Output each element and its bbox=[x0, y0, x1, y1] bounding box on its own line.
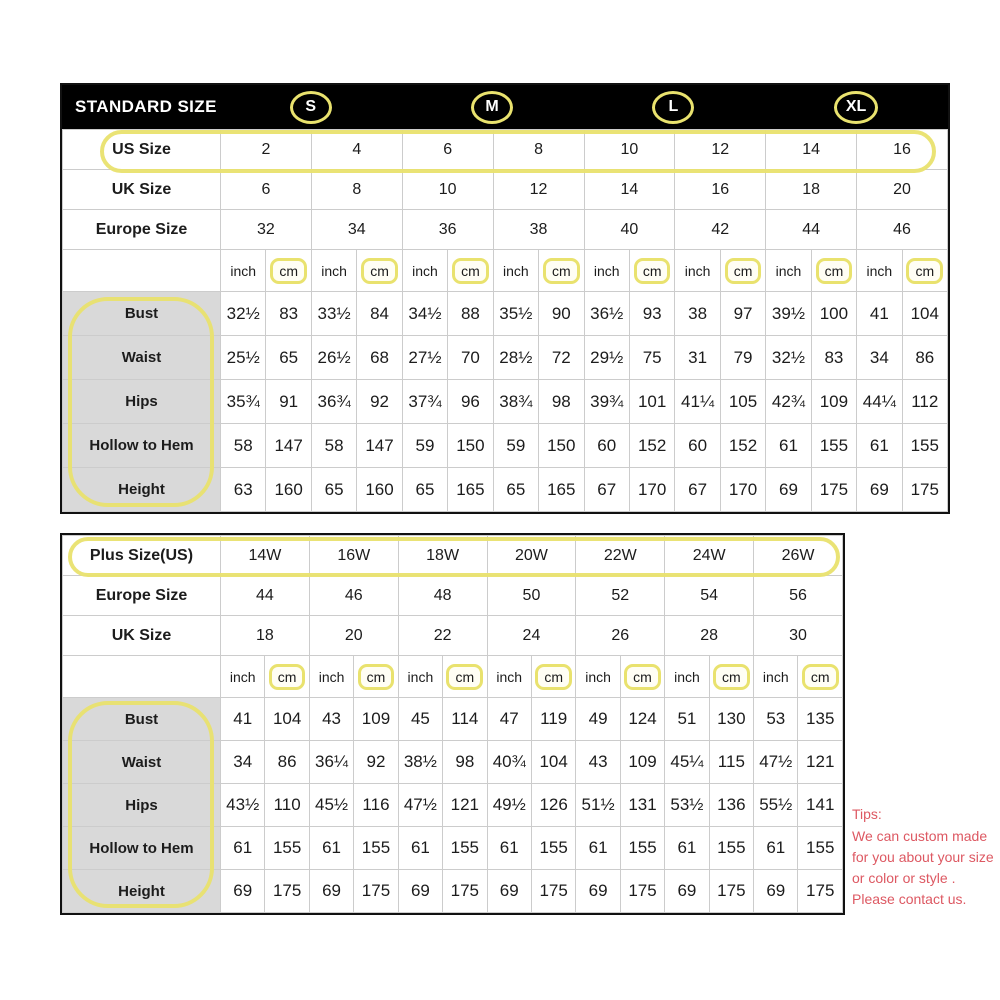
value-cm: 155 bbox=[902, 424, 947, 468]
size-badge-s-label: S bbox=[305, 98, 317, 115]
cm-unit-highlight: cm bbox=[358, 664, 395, 690]
unit-cm-cell bbox=[798, 656, 843, 698]
size-value: 40 bbox=[584, 210, 675, 250]
value-cm: 70 bbox=[448, 336, 493, 380]
value-inch: 39¾ bbox=[584, 380, 629, 424]
value-inch: 28½ bbox=[493, 336, 538, 380]
value-cm: 135 bbox=[798, 698, 843, 741]
value-cm: 155 bbox=[620, 827, 664, 870]
value-cm: 147 bbox=[357, 424, 402, 468]
size-value: 44 bbox=[766, 210, 857, 250]
value-cm: 175 bbox=[811, 468, 856, 512]
size-value: 56 bbox=[754, 576, 843, 616]
value-inch: 63 bbox=[221, 468, 266, 512]
size-value: 52 bbox=[576, 576, 665, 616]
size-badge-xl-label: XL bbox=[845, 98, 867, 115]
size-value: 20 bbox=[309, 616, 398, 656]
unit-cm-cell bbox=[902, 250, 947, 292]
value-inch: 26½ bbox=[311, 336, 356, 380]
value-cm: 98 bbox=[539, 380, 584, 424]
row-height bbox=[63, 870, 843, 913]
value-inch: 61 bbox=[398, 827, 442, 870]
value-cm: 72 bbox=[539, 336, 584, 380]
size-value: 14 bbox=[766, 130, 857, 170]
value-inch: 53 bbox=[754, 698, 798, 741]
tips-line: for you about your size bbox=[852, 849, 994, 865]
value-inch: 44¼ bbox=[857, 380, 902, 424]
value-cm: 126 bbox=[531, 784, 575, 827]
value-cm: 155 bbox=[265, 827, 309, 870]
row-label-bust: Bust bbox=[63, 698, 221, 741]
unit-cm-cell bbox=[629, 250, 674, 292]
value-inch: 69 bbox=[398, 870, 442, 913]
cm-unit-highlight: cm bbox=[270, 258, 307, 284]
value-cm: 160 bbox=[266, 468, 311, 512]
value-cm: 104 bbox=[265, 698, 309, 741]
value-inch: 61 bbox=[754, 827, 798, 870]
value-inch: 32½ bbox=[221, 292, 266, 336]
value-inch: 37¾ bbox=[402, 380, 447, 424]
value-cm: 109 bbox=[354, 698, 398, 741]
size-value: 12 bbox=[493, 170, 584, 210]
size-value: 22 bbox=[398, 616, 487, 656]
cm-unit-highlight: cm bbox=[446, 664, 483, 690]
size-value: 20 bbox=[857, 170, 948, 210]
standard-size-table bbox=[60, 83, 950, 514]
value-cm: 130 bbox=[709, 698, 753, 741]
row-label-hollow-to-hem: Hollow to Hem bbox=[63, 827, 221, 870]
size-badge-m bbox=[471, 91, 513, 124]
value-inch: 69 bbox=[309, 870, 353, 913]
value-inch: 61 bbox=[857, 424, 902, 468]
value-inch: 38¾ bbox=[493, 380, 538, 424]
unit-inch-cell: inch bbox=[221, 656, 265, 698]
cm-unit-highlight: cm bbox=[452, 258, 489, 284]
value-cm: 92 bbox=[354, 741, 398, 784]
standard-size-header bbox=[62, 85, 948, 129]
value-cm: 170 bbox=[720, 468, 765, 512]
value-cm: 165 bbox=[539, 468, 584, 512]
cm-unit-highlight: cm bbox=[725, 258, 762, 284]
unit-inch-cell: inch bbox=[311, 250, 356, 292]
row-height bbox=[63, 468, 948, 512]
value-cm: 105 bbox=[720, 380, 765, 424]
value-inch: 49½ bbox=[487, 784, 531, 827]
size-value: 46 bbox=[309, 576, 398, 616]
value-inch: 27½ bbox=[402, 336, 447, 380]
value-cm: 84 bbox=[357, 292, 402, 336]
size-value: 8 bbox=[311, 170, 402, 210]
value-inch: 60 bbox=[675, 424, 720, 468]
unit-inch-cell: inch bbox=[309, 656, 353, 698]
unit-inch-cell: inch bbox=[754, 656, 798, 698]
unit-cm-cell bbox=[531, 656, 575, 698]
value-inch: 43½ bbox=[221, 784, 265, 827]
size-value: 22W bbox=[576, 536, 665, 576]
row-label-europe-size: Europe Size bbox=[63, 576, 221, 616]
row-europe-size bbox=[63, 210, 948, 250]
value-cm: 155 bbox=[811, 424, 856, 468]
row-label-hips: Hips bbox=[63, 380, 221, 424]
value-cm: 104 bbox=[902, 292, 947, 336]
value-inch: 69 bbox=[221, 870, 265, 913]
row-us-size bbox=[63, 130, 948, 170]
size-badge-s bbox=[290, 91, 332, 124]
value-inch: 33½ bbox=[311, 292, 356, 336]
value-cm: 152 bbox=[720, 424, 765, 468]
unit-inch-cell: inch bbox=[665, 656, 709, 698]
row-hips bbox=[63, 380, 948, 424]
cm-unit-highlight: cm bbox=[535, 664, 572, 690]
value-cm: 175 bbox=[531, 870, 575, 913]
value-inch: 36¾ bbox=[311, 380, 356, 424]
size-value: 8 bbox=[493, 130, 584, 170]
value-cm: 114 bbox=[443, 698, 487, 741]
size-value: 24W bbox=[665, 536, 754, 576]
value-cm: 155 bbox=[709, 827, 753, 870]
row-label-waist: Waist bbox=[63, 336, 221, 380]
size-value: 34 bbox=[311, 210, 402, 250]
value-inch: 43 bbox=[576, 741, 620, 784]
value-inch: 35½ bbox=[493, 292, 538, 336]
value-inch: 61 bbox=[766, 424, 811, 468]
size-value: 10 bbox=[402, 170, 493, 210]
unit-inch-cell: inch bbox=[487, 656, 531, 698]
value-inch: 38 bbox=[675, 292, 720, 336]
value-inch: 34 bbox=[221, 741, 265, 784]
value-inch: 55½ bbox=[754, 784, 798, 827]
value-cm: 152 bbox=[629, 424, 674, 468]
unit-inch-cell: inch bbox=[766, 250, 811, 292]
value-cm: 116 bbox=[354, 784, 398, 827]
value-cm: 150 bbox=[448, 424, 493, 468]
standard-size-grid bbox=[62, 129, 948, 512]
size-value: 24 bbox=[487, 616, 576, 656]
row-label-units bbox=[63, 250, 221, 292]
size-value: 46 bbox=[857, 210, 948, 250]
size-badge-l-label: L bbox=[668, 98, 679, 115]
value-inch: 53½ bbox=[665, 784, 709, 827]
size-value: 26 bbox=[576, 616, 665, 656]
value-cm: 83 bbox=[811, 336, 856, 380]
value-cm: 90 bbox=[539, 292, 584, 336]
value-inch: 25½ bbox=[221, 336, 266, 380]
row-waist bbox=[63, 336, 948, 380]
size-value: 12 bbox=[675, 130, 766, 170]
value-inch: 29½ bbox=[584, 336, 629, 380]
value-cm: 175 bbox=[443, 870, 487, 913]
value-cm: 175 bbox=[798, 870, 843, 913]
value-cm: 88 bbox=[448, 292, 493, 336]
unit-inch-cell: inch bbox=[221, 250, 266, 292]
value-cm: 97 bbox=[720, 292, 765, 336]
size-badge-l bbox=[652, 91, 694, 124]
unit-inch-cell: inch bbox=[398, 656, 442, 698]
unit-cm-cell bbox=[811, 250, 856, 292]
size-value: 16W bbox=[309, 536, 398, 576]
value-inch: 36½ bbox=[584, 292, 629, 336]
row-units bbox=[63, 656, 843, 698]
size-group-badges bbox=[220, 91, 948, 124]
unit-cm-cell bbox=[448, 250, 493, 292]
value-cm: 150 bbox=[539, 424, 584, 468]
value-inch: 65 bbox=[493, 468, 538, 512]
value-inch: 69 bbox=[576, 870, 620, 913]
value-inch: 32½ bbox=[766, 336, 811, 380]
value-inch: 47½ bbox=[754, 741, 798, 784]
size-value: 30 bbox=[754, 616, 843, 656]
unit-cm-cell bbox=[357, 250, 402, 292]
value-inch: 67 bbox=[584, 468, 629, 512]
value-cm: 109 bbox=[811, 380, 856, 424]
value-cm: 175 bbox=[902, 468, 947, 512]
value-inch: 65 bbox=[311, 468, 356, 512]
value-cm: 86 bbox=[265, 741, 309, 784]
value-cm: 101 bbox=[629, 380, 674, 424]
row-hollow-to-hem bbox=[63, 827, 843, 870]
size-value: 28 bbox=[665, 616, 754, 656]
unit-cm-cell bbox=[265, 656, 309, 698]
value-cm: 155 bbox=[531, 827, 575, 870]
size-value: 6 bbox=[402, 130, 493, 170]
value-cm: 131 bbox=[620, 784, 664, 827]
standard-size-title: STANDARD SIZE bbox=[75, 97, 217, 116]
value-inch: 43 bbox=[309, 698, 353, 741]
size-value: 2 bbox=[221, 130, 312, 170]
unit-cm-cell bbox=[266, 250, 311, 292]
value-inch: 42¾ bbox=[766, 380, 811, 424]
value-inch: 41 bbox=[857, 292, 902, 336]
value-inch: 61 bbox=[576, 827, 620, 870]
value-inch: 61 bbox=[665, 827, 709, 870]
unit-inch-cell: inch bbox=[493, 250, 538, 292]
row-label-uk-size: UK Size bbox=[63, 616, 221, 656]
plus-size-grid bbox=[62, 535, 843, 913]
size-badge-m-label: M bbox=[485, 98, 499, 115]
row-waist bbox=[63, 741, 843, 784]
value-cm: 175 bbox=[709, 870, 753, 913]
value-cm: 121 bbox=[443, 784, 487, 827]
value-cm: 147 bbox=[266, 424, 311, 468]
value-cm: 175 bbox=[354, 870, 398, 913]
value-cm: 175 bbox=[265, 870, 309, 913]
plus-size-table bbox=[60, 533, 845, 915]
cm-unit-highlight: cm bbox=[816, 258, 853, 284]
value-inch: 69 bbox=[754, 870, 798, 913]
size-value: 54 bbox=[665, 576, 754, 616]
value-cm: 93 bbox=[629, 292, 674, 336]
size-value: 42 bbox=[675, 210, 766, 250]
value-cm: 112 bbox=[902, 380, 947, 424]
value-cm: 110 bbox=[265, 784, 309, 827]
row-hollow-to-hem bbox=[63, 424, 948, 468]
value-cm: 79 bbox=[720, 336, 765, 380]
value-inch: 31 bbox=[675, 336, 720, 380]
size-value: 14W bbox=[221, 536, 310, 576]
value-inch: 58 bbox=[221, 424, 266, 468]
size-value: 18W bbox=[398, 536, 487, 576]
value-inch: 60 bbox=[584, 424, 629, 468]
size-value: 6 bbox=[221, 170, 312, 210]
row-label-height: Height bbox=[63, 468, 221, 512]
row-hips bbox=[63, 784, 843, 827]
value-inch: 69 bbox=[665, 870, 709, 913]
value-inch: 45 bbox=[398, 698, 442, 741]
cm-unit-highlight: cm bbox=[802, 664, 839, 690]
value-inch: 45¼ bbox=[665, 741, 709, 784]
size-value: 32 bbox=[221, 210, 312, 250]
value-cm: 155 bbox=[798, 827, 843, 870]
size-value: 44 bbox=[221, 576, 310, 616]
size-value: 4 bbox=[311, 130, 402, 170]
cm-unit-highlight: cm bbox=[269, 664, 306, 690]
tips-line: or color or style . bbox=[852, 870, 956, 886]
value-inch: 34 bbox=[857, 336, 902, 380]
value-inch: 67 bbox=[675, 468, 720, 512]
cm-unit-highlight: cm bbox=[906, 258, 943, 284]
value-cm: 86 bbox=[902, 336, 947, 380]
value-inch: 45½ bbox=[309, 784, 353, 827]
row-label-us-size: US Size bbox=[63, 130, 221, 170]
unit-inch-cell: inch bbox=[584, 250, 629, 292]
unit-inch-cell: inch bbox=[576, 656, 620, 698]
value-cm: 155 bbox=[443, 827, 487, 870]
unit-inch-cell: inch bbox=[675, 250, 720, 292]
value-cm: 92 bbox=[357, 380, 402, 424]
value-cm: 98 bbox=[443, 741, 487, 784]
value-cm: 104 bbox=[531, 741, 575, 784]
value-inch: 47½ bbox=[398, 784, 442, 827]
size-value: 38 bbox=[493, 210, 584, 250]
size-badge-xl bbox=[834, 91, 878, 124]
value-cm: 115 bbox=[709, 741, 753, 784]
value-inch: 39½ bbox=[766, 292, 811, 336]
unit-cm-cell bbox=[354, 656, 398, 698]
value-inch: 69 bbox=[766, 468, 811, 512]
value-inch: 38½ bbox=[398, 741, 442, 784]
row-bust bbox=[63, 698, 843, 741]
value-inch: 41 bbox=[221, 698, 265, 741]
value-cm: 170 bbox=[629, 468, 674, 512]
value-cm: 75 bbox=[629, 336, 674, 380]
size-value: 18 bbox=[221, 616, 310, 656]
row-bust bbox=[63, 292, 948, 336]
value-inch: 36¼ bbox=[309, 741, 353, 784]
value-inch: 61 bbox=[487, 827, 531, 870]
value-cm: 109 bbox=[620, 741, 664, 784]
size-value: 48 bbox=[398, 576, 487, 616]
row-label-europe-size: Europe Size bbox=[63, 210, 221, 250]
unit-inch-cell: inch bbox=[857, 250, 902, 292]
value-inch: 58 bbox=[311, 424, 356, 468]
value-cm: 100 bbox=[811, 292, 856, 336]
row-label-hollow-to-hem: Hollow to Hem bbox=[63, 424, 221, 468]
value-cm: 141 bbox=[798, 784, 843, 827]
value-inch: 61 bbox=[221, 827, 265, 870]
value-inch: 51 bbox=[665, 698, 709, 741]
unit-cm-cell bbox=[720, 250, 765, 292]
cm-unit-highlight: cm bbox=[624, 664, 661, 690]
row-europe-size bbox=[63, 576, 843, 616]
value-inch: 40¾ bbox=[487, 741, 531, 784]
cm-unit-highlight: cm bbox=[543, 258, 580, 284]
value-inch: 51½ bbox=[576, 784, 620, 827]
size-value: 16 bbox=[857, 130, 948, 170]
value-cm: 165 bbox=[448, 468, 493, 512]
row-plus-size-us bbox=[63, 536, 843, 576]
row-units bbox=[63, 250, 948, 292]
size-value: 36 bbox=[402, 210, 493, 250]
value-cm: 96 bbox=[448, 380, 493, 424]
unit-cm-cell bbox=[620, 656, 664, 698]
tips-note bbox=[852, 804, 994, 910]
row-label-uk-size: UK Size bbox=[63, 170, 221, 210]
size-value: 20W bbox=[487, 536, 576, 576]
unit-cm-cell bbox=[539, 250, 584, 292]
value-inch: 61 bbox=[309, 827, 353, 870]
row-label-units bbox=[63, 656, 221, 698]
value-cm: 175 bbox=[620, 870, 664, 913]
value-cm: 91 bbox=[266, 380, 311, 424]
value-inch: 47 bbox=[487, 698, 531, 741]
value-inch: 65 bbox=[402, 468, 447, 512]
value-cm: 124 bbox=[620, 698, 664, 741]
row-label-bust: Bust bbox=[63, 292, 221, 336]
cm-unit-highlight: cm bbox=[361, 258, 398, 284]
value-cm: 160 bbox=[357, 468, 402, 512]
value-inch: 35¾ bbox=[221, 380, 266, 424]
value-inch: 49 bbox=[576, 698, 620, 741]
size-value: 18 bbox=[766, 170, 857, 210]
value-inch: 34½ bbox=[402, 292, 447, 336]
value-cm: 155 bbox=[354, 827, 398, 870]
unit-cm-cell bbox=[443, 656, 487, 698]
value-cm: 65 bbox=[266, 336, 311, 380]
tips-title: Tips: bbox=[852, 806, 882, 822]
size-value: 50 bbox=[487, 576, 576, 616]
value-inch: 59 bbox=[493, 424, 538, 468]
tips-line: Please contact us. bbox=[852, 891, 967, 907]
tips-line: We can custom made bbox=[852, 828, 988, 844]
value-cm: 68 bbox=[357, 336, 402, 380]
value-inch: 41¼ bbox=[675, 380, 720, 424]
row-label-plus-size-us: Plus Size(US) bbox=[63, 536, 221, 576]
unit-cm-cell bbox=[709, 656, 753, 698]
value-cm: 119 bbox=[531, 698, 575, 741]
unit-inch-cell: inch bbox=[402, 250, 447, 292]
value-cm: 83 bbox=[266, 292, 311, 336]
size-value: 14 bbox=[584, 170, 675, 210]
value-cm: 121 bbox=[798, 741, 843, 784]
row-label-waist: Waist bbox=[63, 741, 221, 784]
value-inch: 69 bbox=[857, 468, 902, 512]
size-value: 10 bbox=[584, 130, 675, 170]
cm-unit-highlight: cm bbox=[634, 258, 671, 284]
size-value: 26W bbox=[754, 536, 843, 576]
value-inch: 69 bbox=[487, 870, 531, 913]
value-cm: 136 bbox=[709, 784, 753, 827]
cm-unit-highlight: cm bbox=[713, 664, 750, 690]
value-inch: 59 bbox=[402, 424, 447, 468]
row-label-height: Height bbox=[63, 870, 221, 913]
size-value: 16 bbox=[675, 170, 766, 210]
row-uk-size bbox=[63, 616, 843, 656]
row-uk-size bbox=[63, 170, 948, 210]
row-label-hips: Hips bbox=[63, 784, 221, 827]
